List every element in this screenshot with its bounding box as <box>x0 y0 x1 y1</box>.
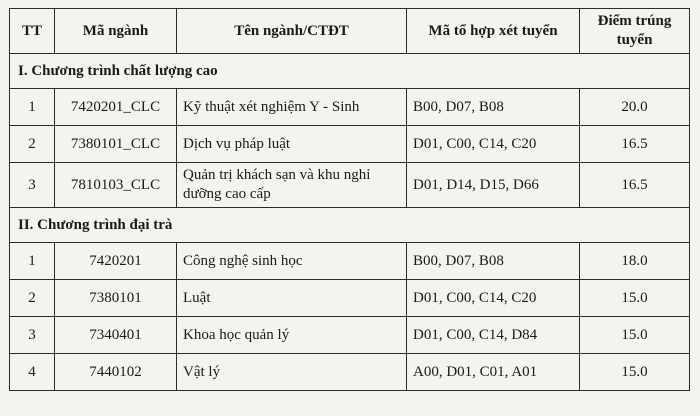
cell-diem: 18.0 <box>580 243 690 280</box>
cell-diem: 15.0 <box>580 354 690 391</box>
cell-ten-nganh: Dịch vụ pháp luật <box>177 126 407 163</box>
cell-ma-nganh: 7340401 <box>55 317 177 354</box>
cell-ma-to-hop: D01, C00, C14, C20 <box>407 126 580 163</box>
header-tt: TT <box>10 9 55 54</box>
header-ma-nganh: Mã ngành <box>55 9 177 54</box>
table-row <box>10 163 690 208</box>
table-row <box>10 89 690 126</box>
cell-diem: 20.0 <box>580 89 690 126</box>
cell-ten-nganh: Công nghệ sinh học <box>177 243 407 280</box>
admission-scores-table <box>9 8 690 391</box>
table-row <box>10 354 690 391</box>
cell-ma-nganh: 7380101_CLC <box>55 126 177 163</box>
cell-ten-nganh: Quản trị khách sạn và khu nghỉ dưỡng cao cấp <box>177 163 407 208</box>
section-row <box>10 54 690 89</box>
cell-diem: 15.0 <box>580 280 690 317</box>
section-title: I. Chương trình chất lượng cao <box>10 54 690 89</box>
cell-diem: 16.5 <box>580 126 690 163</box>
cell-ma-nganh: 7420201_CLC <box>55 89 177 126</box>
table-row <box>10 317 690 354</box>
cell-ma-to-hop: D01, C00, C14, C20 <box>407 280 580 317</box>
cell-ten-nganh: Khoa học quản lý <box>177 317 407 354</box>
cell-tt: 3 <box>10 317 55 354</box>
section-row <box>10 208 690 243</box>
cell-tt: 1 <box>10 89 55 126</box>
cell-ten-nganh: Luật <box>177 280 407 317</box>
cell-diem: 16.5 <box>580 163 690 208</box>
header-ten-nganh: Tên ngành/CTĐT <box>177 9 407 54</box>
cell-ma-nganh: 7420201 <box>55 243 177 280</box>
cell-ma-to-hop: D01, D14, D15, D66 <box>407 163 580 208</box>
cell-tt: 2 <box>10 126 55 163</box>
cell-ma-to-hop: B00, D07, B08 <box>407 243 580 280</box>
table-header-row <box>10 9 690 54</box>
header-diem: Điểm trúng tuyển <box>580 9 690 54</box>
cell-ma-nganh: 7810103_CLC <box>55 163 177 208</box>
header-ma-to-hop: Mã tổ hợp xét tuyển <box>407 9 580 54</box>
cell-tt: 1 <box>10 243 55 280</box>
cell-ma-to-hop: B00, D07, B08 <box>407 89 580 126</box>
cell-tt: 2 <box>10 280 55 317</box>
table-row <box>10 126 690 163</box>
cell-ma-nganh: 7380101 <box>55 280 177 317</box>
cell-ma-nganh: 7440102 <box>55 354 177 391</box>
table-row <box>10 243 690 280</box>
cell-ma-to-hop: A00, D01, C01, A01 <box>407 354 580 391</box>
table-row <box>10 280 690 317</box>
section-title: II. Chương trình đại trà <box>10 208 690 243</box>
cell-tt: 3 <box>10 163 55 208</box>
cell-ten-nganh: Kỹ thuật xét nghiệm Y - Sinh <box>177 89 407 126</box>
cell-ten-nganh: Vật lý <box>177 354 407 391</box>
cell-ma-to-hop: D01, C00, C14, D84 <box>407 317 580 354</box>
cell-tt: 4 <box>10 354 55 391</box>
cell-diem: 15.0 <box>580 317 690 354</box>
